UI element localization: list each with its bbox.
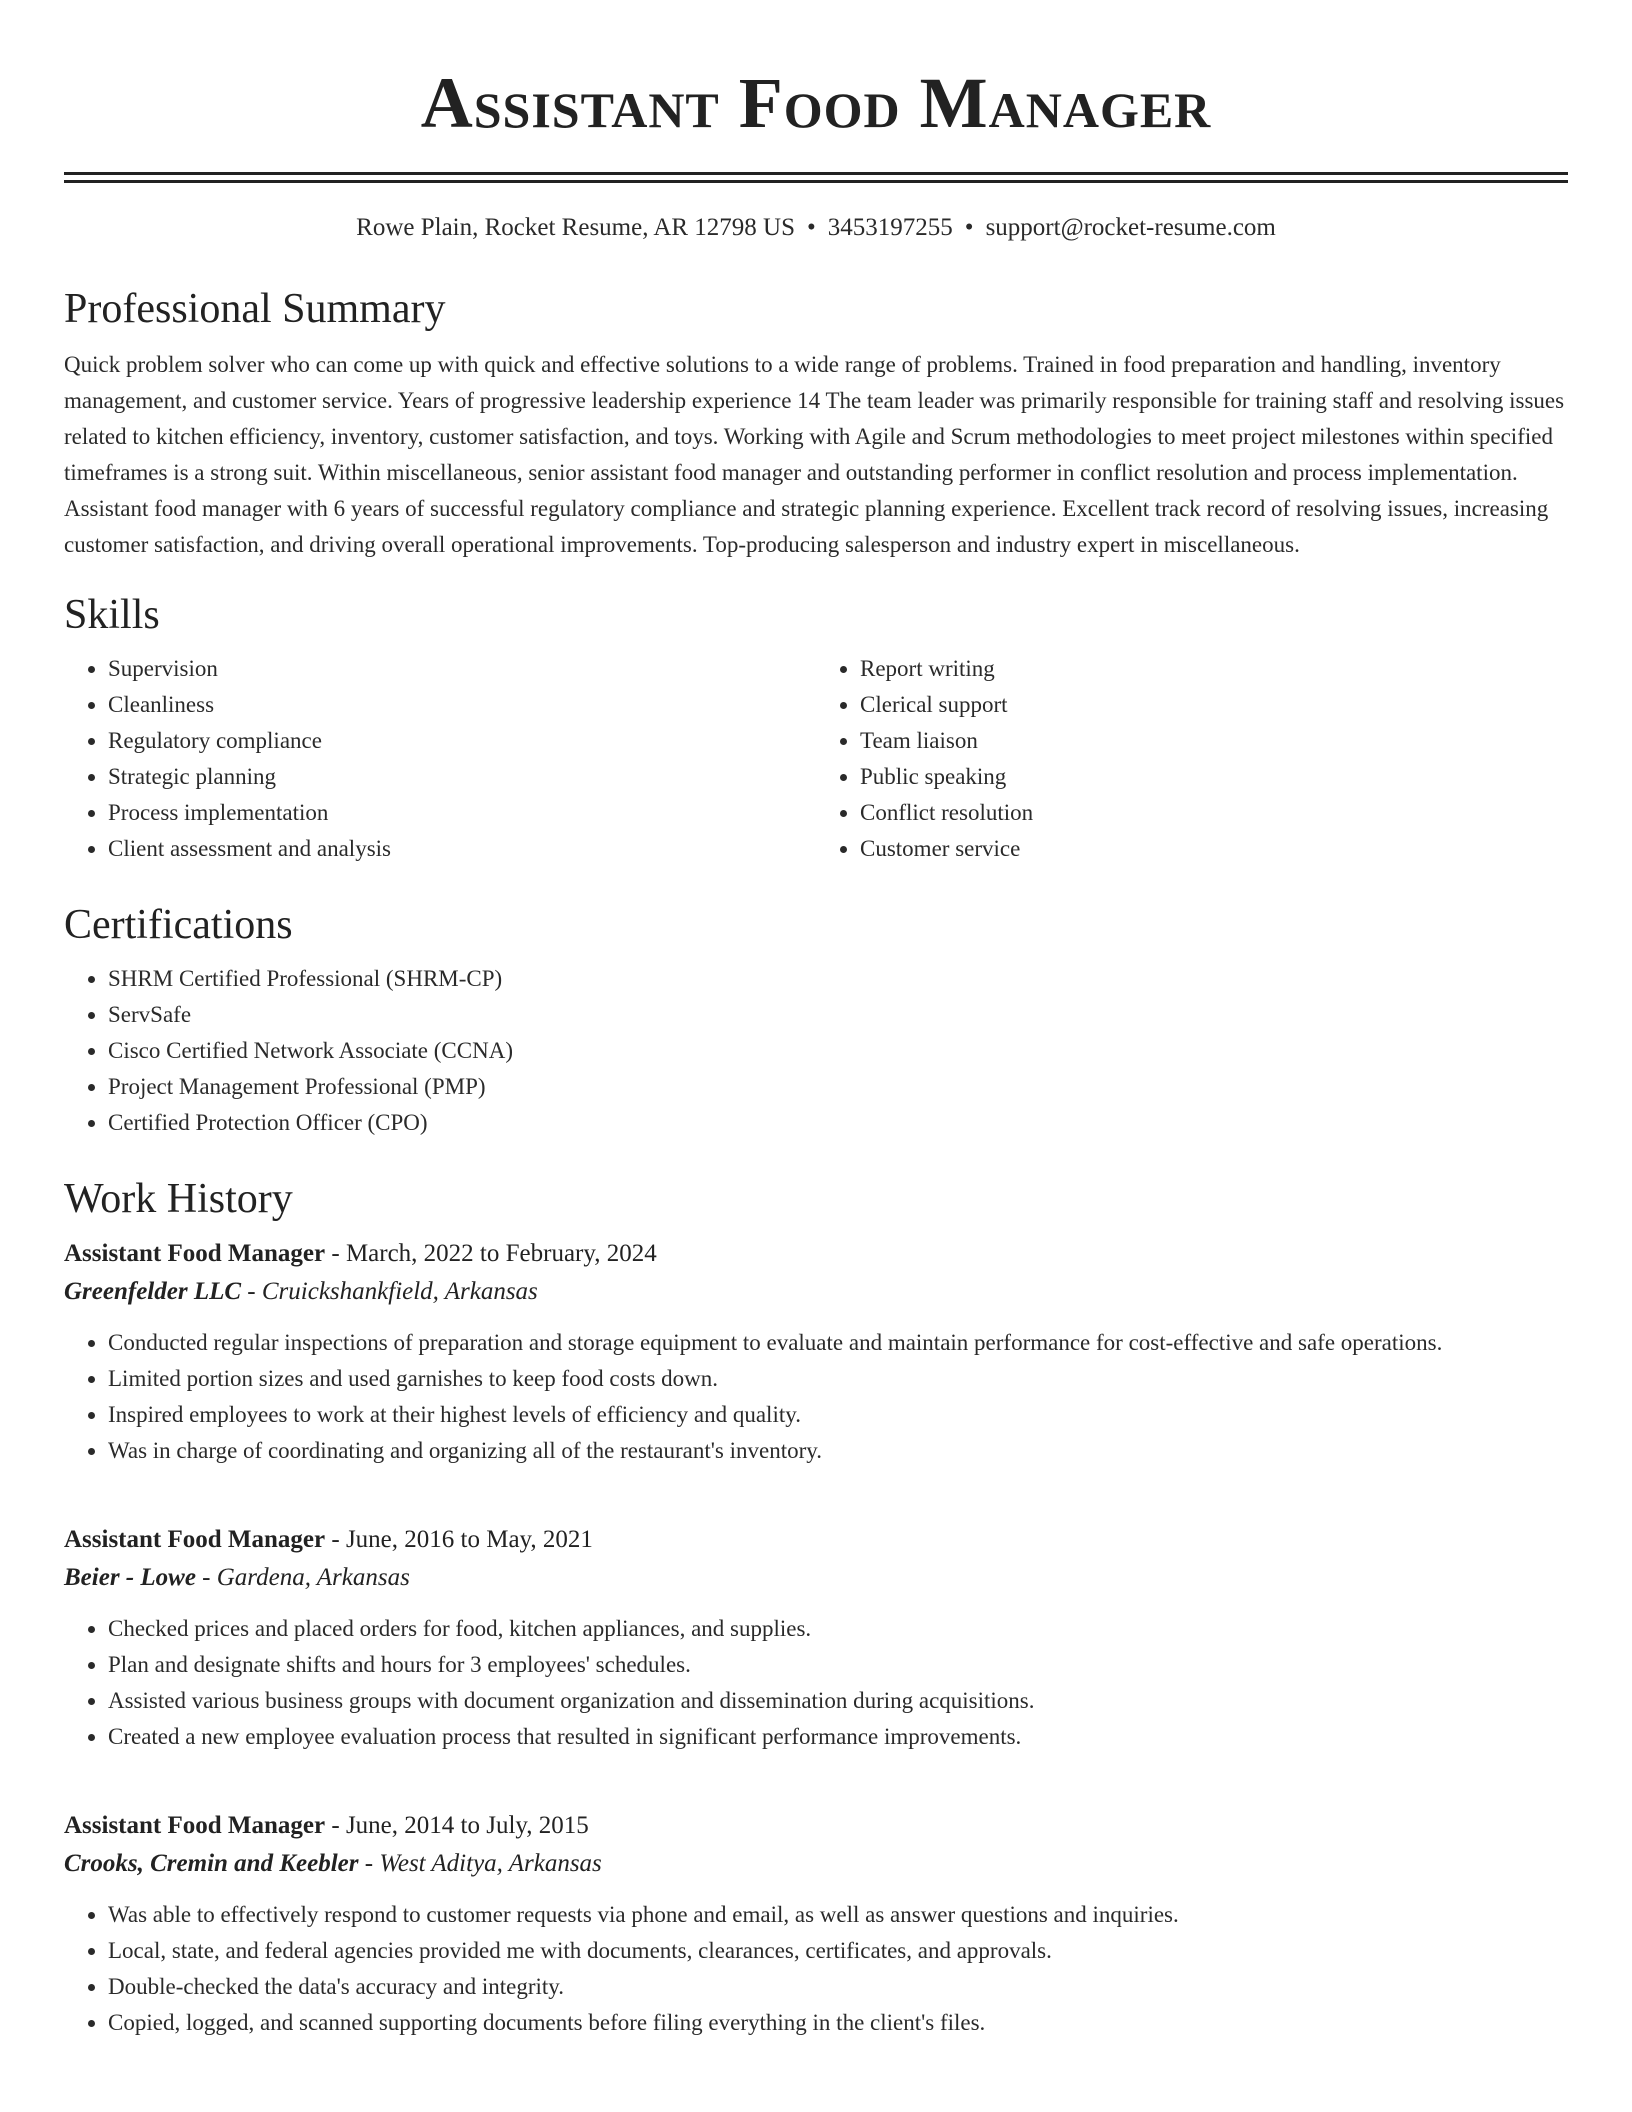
skill-item: • Supervision: [108, 651, 816, 687]
job-company-line: [64, 1845, 1568, 1883]
job-bullet: • Assisted various business groups with document organization and dissemination during acquisitions.: [108, 1683, 1568, 1719]
contact-line: [64, 211, 1568, 245]
job-bullet: • Inspired employees to work at their highest levels of efficiency and quality.: [108, 1397, 1568, 1433]
skills-heading: Skills: [64, 592, 160, 638]
certification-item: • SHRM Certified Professional (SHRM-CP): [108, 961, 1568, 997]
job-company: Crooks, Cremin and Keebler: [64, 1850, 359, 1877]
job-company-line: [64, 1559, 1568, 1597]
job-title: Assistant Food Manager: [64, 1240, 326, 1267]
skill-item: • Cleanliness: [108, 687, 816, 723]
skill-item: • Regulatory compliance: [108, 723, 816, 759]
job-bullet: • Double-checked the data's accuracy and integrity.: [108, 1969, 1568, 2005]
skill-item: • Customer service: [860, 831, 1568, 867]
job-dates: June, 2016 to May, 2021: [345, 1526, 593, 1553]
job-dash: -: [325, 1526, 346, 1553]
job-company: Greenfelder LLC: [64, 1278, 242, 1305]
skill-item: • Client assessment and analysis: [108, 831, 816, 867]
job-bullets: [64, 1325, 1568, 1469]
skill-item: • Clerical support: [860, 687, 1568, 723]
job-company-line: [64, 1273, 1568, 1311]
certifications-heading: Certifications: [64, 902, 293, 948]
skills-section: [64, 589, 1568, 867]
contact-separator: •: [807, 214, 816, 241]
job-company: Beier - Lowe: [64, 1564, 196, 1591]
job-entry: [64, 1807, 1568, 2041]
job-entry: [64, 1521, 1568, 1755]
job-bullet: • Was in charge of coordinating and organizing all of the restaurant's inventory.: [108, 1433, 1568, 1469]
job-bullet: • Was able to effectively respond to customer requests via phone and email, as well as answer questions and inquiries.: [108, 1897, 1568, 1933]
job-bullet: • Created a new employee evaluation process that resulted in significant performance improvements.: [108, 1719, 1568, 1755]
job-dates: March, 2022 to February, 2024: [345, 1240, 657, 1267]
skill-item: • Report writing: [860, 651, 1568, 687]
summary-heading: Professional Summary: [64, 286, 446, 332]
job-title-line: [64, 1807, 1568, 1845]
skills-list-left: [64, 651, 816, 867]
summary-text: Quick problem solver who can come up with quick and effective solutions to a wide range of problems. Trained in food preparation and handling, inventory management, and customer service. Years of progressive leadership experience 14 The team leader was primarily responsible for training staff and resolving issues related to kitchen efficiency, inventory, customer satisfaction, and toys. Working with Agile and Scrum methodologies to meet project milestones within specified timeframes is a strong suit. Within miscellaneous, senior assistant food manager and outstanding performer in conflict resolution and process implementation. Assistant food manager with 6 years of successful regulatory compliance and strategic planning experience. Excellent track record of resolving issues, increasing customer satisfaction, and driving overall operational improvements. Top-producing salesperson and industry expert in miscellaneous.: [64, 352, 1565, 557]
contact-address: Rowe Plain, Rocket Resume, AR 12798 US: [356, 214, 796, 241]
job-dash: -: [195, 1564, 217, 1591]
job-title: Assistant Food Manager: [64, 1526, 326, 1553]
header-double-rule: [64, 172, 1568, 183]
skill-item: • Strategic planning: [108, 759, 816, 795]
job-bullet: • Local, state, and federal agencies provided me with documents, clearances, certificates, and approvals.: [108, 1933, 1568, 1969]
work-history-heading: Work History: [64, 1176, 293, 1222]
work-history-section: [64, 1173, 1568, 2041]
job-bullets: [64, 1897, 1568, 2041]
certification-item: • Cisco Certified Network Associate (CCNA): [108, 1033, 1568, 1069]
job-bullets: [64, 1611, 1568, 1755]
certifications-section: [64, 899, 1568, 1141]
contact-separator: •: [964, 214, 974, 241]
job-dash: -: [358, 1850, 380, 1877]
summary-section: [64, 283, 1568, 563]
job-dash: -: [241, 1278, 262, 1305]
certification-item: • Certified Protection Officer (CPO): [108, 1105, 1568, 1141]
skills-grid: [64, 651, 1568, 867]
job-title: Assistant Food Manager: [64, 1812, 326, 1839]
resume-title: Assistant Food Manager: [420, 63, 1212, 143]
certifications-list: [64, 961, 1568, 1141]
skill-item: • Public speaking: [860, 759, 1568, 795]
job-bullet: • Limited portion sizes and used garnishes to keep food costs down.: [108, 1361, 1568, 1397]
job-title-line: [64, 1521, 1568, 1559]
job-location: West Aditya, Arkansas: [379, 1850, 602, 1877]
skills-list-right: [816, 651, 1568, 867]
job-dash: -: [325, 1240, 346, 1267]
job-bullet: • Plan and designate shifts and hours for 3 employees' schedules.: [108, 1647, 1568, 1683]
job-location: Gardena, Arkansas: [216, 1564, 410, 1591]
contact-email: support@rocket-resume.com: [985, 214, 1276, 241]
job-bullet: • Copied, logged, and scanned supporting documents before filing everything in the client's files.: [108, 2005, 1568, 2041]
skill-item: • Team liaison: [860, 723, 1568, 759]
job-dash: -: [325, 1812, 346, 1839]
certification-item: • ServSafe: [108, 997, 1568, 1033]
job-entry: [64, 1235, 1568, 1469]
certification-item: • Project Management Professional (PMP): [108, 1069, 1568, 1105]
job-dates: June, 2014 to July, 2015: [345, 1812, 589, 1839]
skill-item: • Conflict resolution: [860, 795, 1568, 831]
skill-item: • Process implementation: [108, 795, 816, 831]
job-title-line: [64, 1235, 1568, 1273]
job-bullet: • Conducted regular inspections of preparation and storage equipment to evaluate and maintain performance for cost-effective and safe operations.: [108, 1325, 1568, 1361]
contact-phone: 3453197255: [827, 214, 953, 241]
job-location: Cruickshankfield, Arkansas: [261, 1278, 538, 1305]
job-bullet: • Checked prices and placed orders for food, kitchen appliances, and supplies.: [108, 1611, 1568, 1647]
